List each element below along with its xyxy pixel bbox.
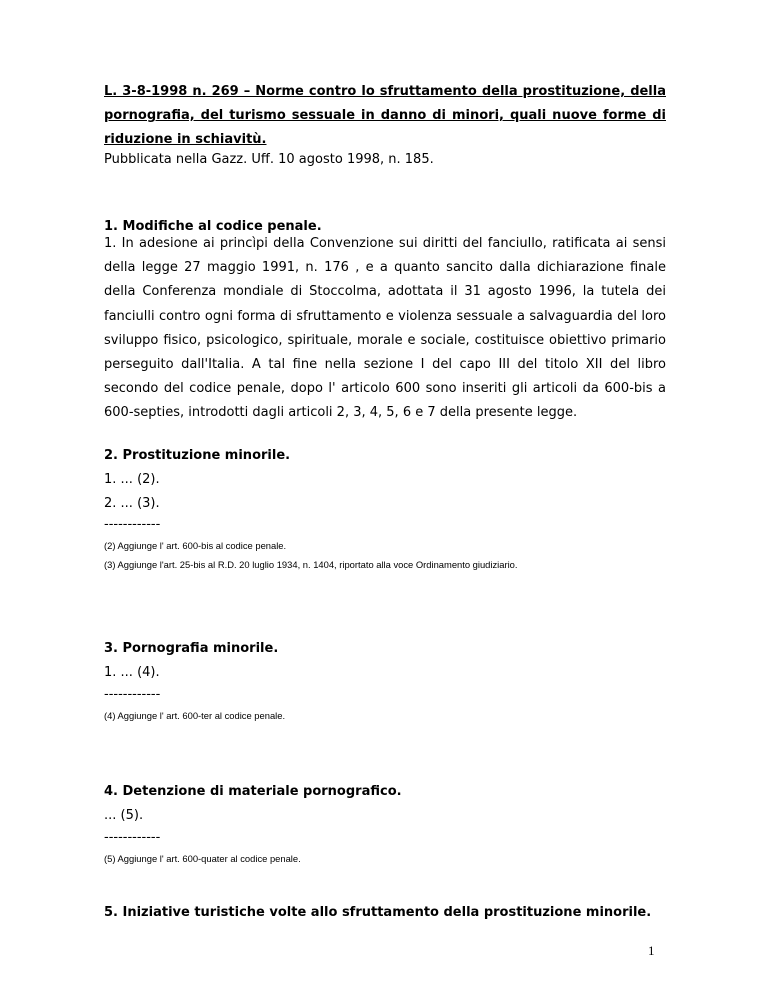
footnote-4: (4) Aggiunge l' art. 600-ter al codice penale.: [104, 710, 286, 721]
law-title: L. 3-8-1998 n. 269 – Norme contro lo sfruttamento della prostituzione, della pornografia, del turismo sessuale in danno di minori, quali nuove forme di riduzione in schiavitù.: [104, 84, 666, 147]
section-2-separator: ------------: [104, 517, 161, 532]
section-1-heading: 1. Modifiche al codice penale.: [104, 219, 322, 234]
footnote-2: (2) Aggiunge l' art. 600-bis al codice penale.: [104, 540, 287, 551]
section-5-heading: 5. Iniziative turistiche volte allo sfruttamento della prostituzione minorile.: [104, 905, 652, 920]
section-1-text: 1. In adesione ai princìpi della Convenzione sui diritti del fanciullo, ratificata ai sensi della legge 27 maggio 1991, n. 176 , e a quanto sancito dalla dichiarazione finale della Conferenza mondiale di Stoccolma, adottata il 31 agosto 1996, la tutela dei fanciulli contro ogni forma di sfruttamento e violenza sessuale a salvaguardia del loro sviluppo fisico, psicologico, spirituale, morale e sociale, costituisce obiettivo primario perseguito dall'Italia. A tal fine nella sezione I del capo III del titolo XII del libro secondo del codice penale, dopo l' articolo 600 sono inseriti gli articoli da 600-bis a 600-septies, introdotti dagli articoli 2, 3, 4, 5, 6 e 7 della presente legge.: [104, 236, 666, 421]
section-3-line-1: 1. ... (4).: [104, 665, 160, 680]
publication-note: Pubblicata nella Gazz. Uff. 10 agosto 1998, n. 185.: [104, 152, 434, 167]
section-4-separator: ------------: [104, 830, 161, 845]
page-number: 1: [648, 943, 655, 958]
section-2-line-1: 1. ... (2).: [104, 472, 160, 487]
footnote-5: (5) Aggiunge l' art. 600-quater al codice penale.: [104, 853, 301, 864]
section-3-separator: ------------: [104, 687, 161, 702]
section-4-line-1: ... (5).: [104, 808, 144, 823]
section-2-heading: 2. Prostituzione minorile.: [104, 448, 291, 463]
section-3-heading: 3. Pornografia minorile.: [104, 641, 279, 656]
footnote-3: (3) Aggiunge l'art. 25-bis al R.D. 20 luglio 1934, n. 1404, riportato alla voce Ordinamento giudiziario.: [104, 559, 518, 570]
section-4-heading: 4. Detenzione di materiale pornografico.: [104, 784, 402, 799]
document-page: [104, 0, 666, 994]
section-2-line-2: 2. ... (3).: [104, 496, 160, 511]
